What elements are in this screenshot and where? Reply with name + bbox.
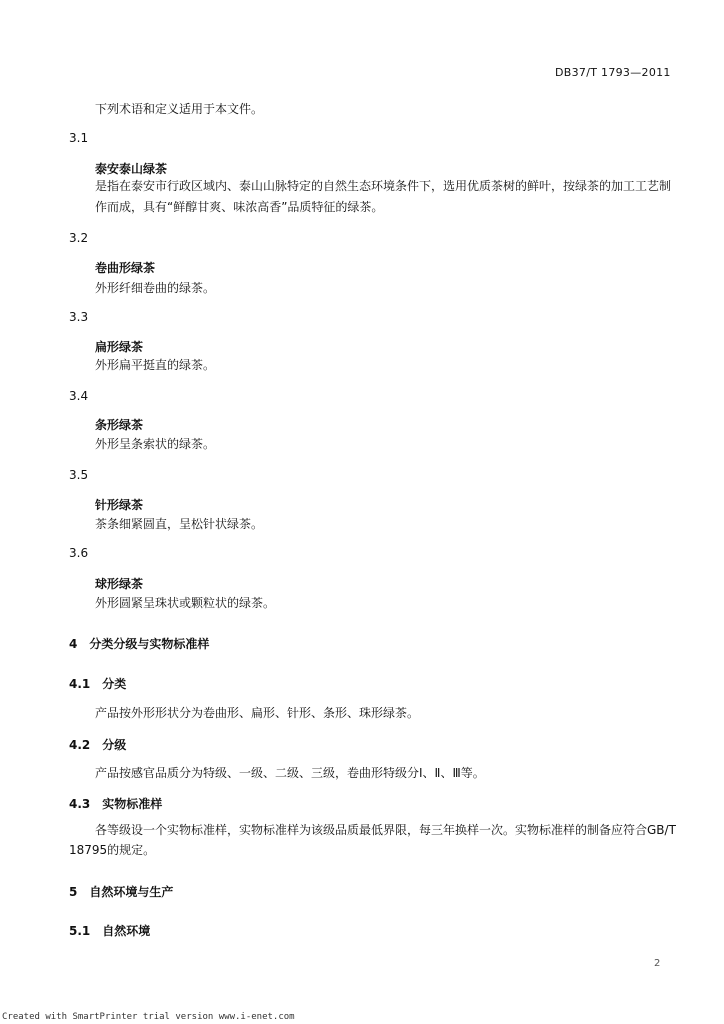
subsection-heading: 4.1 分类 <box>69 677 127 691</box>
term-definition: 外形圆紧呈珠状或颗粒状的绿茶。 <box>95 596 276 610</box>
term-number: 3.2 <box>69 231 89 245</box>
term-number: 3.3 <box>69 310 89 324</box>
trial-watermark-footer: Created with SmartPrinter trial version www.i-enet.com <box>2 1012 295 1022</box>
standard-code: DB37/T 1793—2011 <box>555 66 671 79</box>
term-definition: 外形扁平挺直的绿茶。 <box>95 358 216 372</box>
term-definition: 外形纤细卷曲的绿茶。 <box>95 281 216 295</box>
subsection-heading: 4.3 实物标准样 <box>69 797 163 811</box>
term-number: 3.6 <box>69 546 89 560</box>
term-name: 条形绿茶 <box>95 418 144 432</box>
term-number: 3.1 <box>69 131 89 145</box>
intro-text: 下列术语和定义适用于本文件。 <box>95 102 264 116</box>
term-name: 针形绿茶 <box>95 498 144 512</box>
term-name: 卷曲形绿茶 <box>95 261 156 275</box>
section-heading: 5 自然环境与生产 <box>69 885 174 899</box>
term-definition: 外形呈条索状的绿茶。 <box>95 437 216 451</box>
subsection-heading: 5.1 自然环境 <box>69 924 151 938</box>
term-name: 扁形绿茶 <box>95 340 144 354</box>
section-heading: 4 分类分级与实物标准样 <box>69 637 210 651</box>
term-definition: 茶条细紧圆直，呈松针状绿茶。 <box>95 517 264 531</box>
term-number: 3.5 <box>69 468 89 482</box>
paragraph: 各等级设一个实物标准样，实物标准样为该级品质最低界限，每三年换样一次。实物标准样的制备应符合GB/T 18795的规定。 <box>69 823 676 857</box>
subsection-heading: 4.2 分级 <box>69 738 127 752</box>
term-name: 泰安泰山绿茶 <box>95 162 168 176</box>
term-number: 3.4 <box>69 389 89 403</box>
paragraph: 产品按感官品质分为特级、一级、二级、三级，卷曲形特级分Ⅰ、Ⅱ、Ⅲ等。 <box>95 766 485 780</box>
term-name: 球形绿茶 <box>95 577 144 591</box>
paragraph: 产品按外形形状分为卷曲形、扁形、针形、条形、珠形绿茶。 <box>95 706 420 720</box>
term-definition: 是指在泰安市行政区域内、泰山山脉特定的自然生态环境条件下，选用优质茶树的鲜叶，按绿茶的加工工艺制作而成，具有“鲜醇甘爽、味浓高香”品质特征的绿茶。 <box>95 179 672 214</box>
page-number: 2 <box>654 958 661 969</box>
